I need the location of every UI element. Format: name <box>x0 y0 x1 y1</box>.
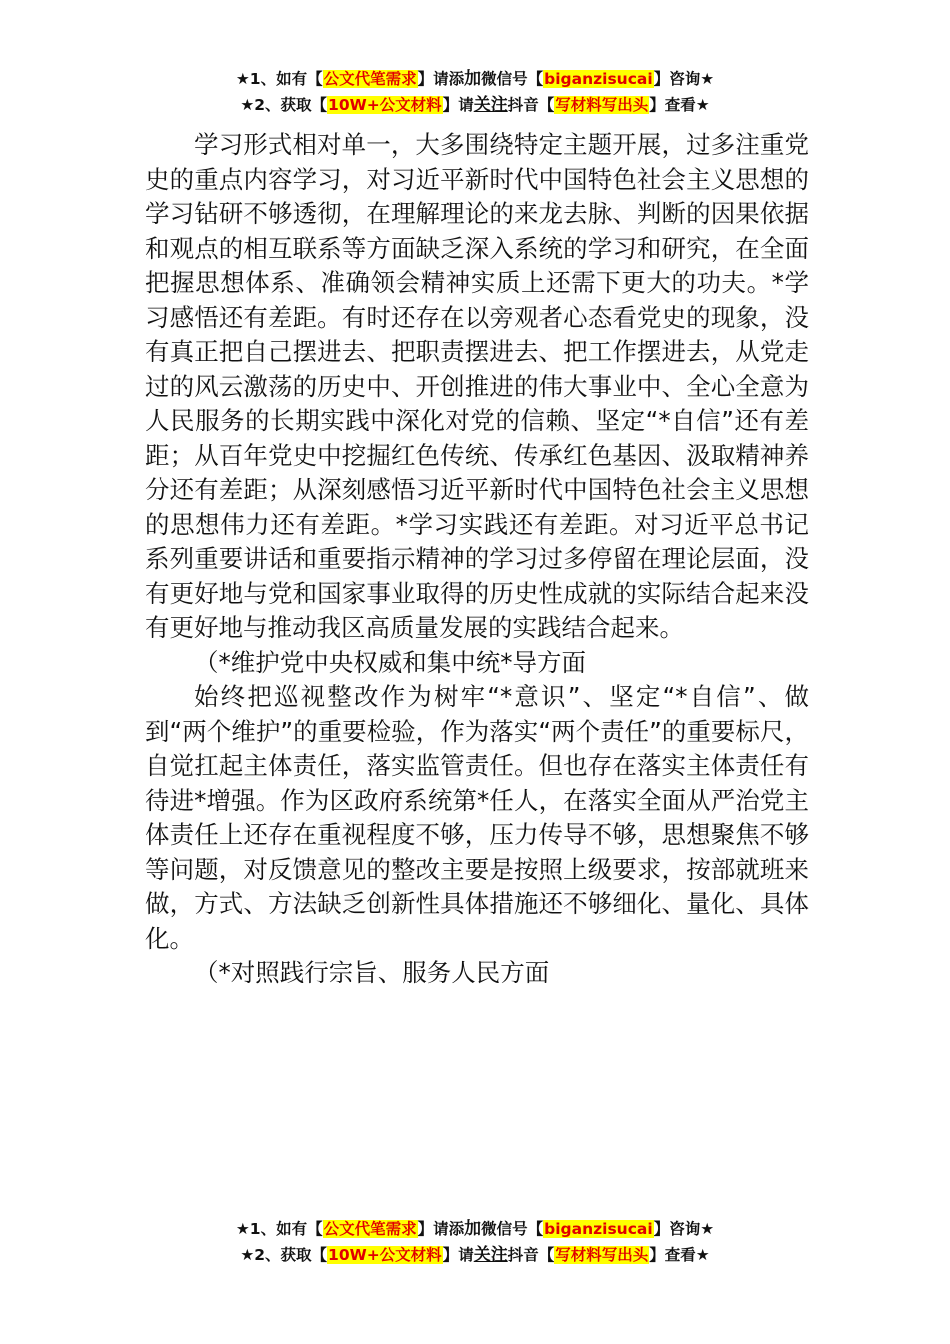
banner-text: 】咨询★ <box>653 1220 715 1238</box>
banner-text: 】请 <box>442 96 474 114</box>
banner-line-1 <box>0 1216 950 1242</box>
banner-highlight: 写材料写出头 <box>555 1246 649 1264</box>
banner-line-2 <box>0 1242 950 1268</box>
banner-text: ★1、如有【 <box>235 1220 323 1238</box>
footer-banner <box>0 1216 950 1268</box>
banner-text: 】请添 <box>417 1220 465 1238</box>
banner-text: 微信号【 <box>481 1220 544 1238</box>
section-heading: （*维护党中央权威和集中统*导方面 <box>194 647 586 677</box>
document-body <box>145 128 809 991</box>
banner-emphasis: 加 <box>464 1219 482 1239</box>
banner-text: 抖音【 <box>507 1246 555 1264</box>
banner-text: 】请添 <box>417 70 465 88</box>
banner-emphasis: 关注 <box>473 1245 508 1265</box>
banner-highlight: 10W+公文材料 <box>328 1246 442 1264</box>
banner-text: ★2、获取【 <box>240 1246 328 1264</box>
banner-highlight: 10W+公文材料 <box>328 96 442 114</box>
banner-highlight: 写材料写出头 <box>555 96 649 114</box>
banner-text: 】查看★ <box>649 96 710 114</box>
banner-highlight: 公文代笔需求 <box>323 70 417 88</box>
banner-text: 】请 <box>442 1246 474 1264</box>
banner-text: 抖音【 <box>507 96 555 114</box>
banner-text: ★2、获取【 <box>240 96 328 114</box>
paragraph: 学习形式相对单一，大多围绕特定主题开展，过多注重党史的重点内容学习，对习近平新时代中国特色社会主义思想的学习钻研不够透彻，在理解理论的来龙去脉、判断的因果依据和观点的相互联系等方面缺乏深入系统的学习和研究，在全面把握思想体系、准确领会精神实质上还需下更大的功夫。*学习感悟还有差距。有时还存在以旁观者心态看党史的现象，没有真正把自己摆进去、把职责摆进去、把工作摆进去，从党走过的风云激荡的历史中、开创推进的伟大事业中、全心全意为人民服务的长期实践中深化对党的信赖、坚定“*自信”还有差距；从百年党史中挖掘红色传统、传承红色基因、汲取精神养分还有差距；从深刻感悟习近平新时代中国特色社会主义思想的思想伟力还有差距。*学习实践还有差距。对习近平总书记系列重要讲话和重要指示精神的学习过多停留在理论层面，没有更好地与党和国家事业取得的历史性成就的实际结合起来没有更好地与推动我区高质量发展的实践结合起来。 <box>145 130 809 642</box>
header-banner <box>0 66 950 118</box>
banner-line-2 <box>0 92 950 118</box>
banner-emphasis: 加 <box>464 69 482 89</box>
paragraph: 始终把巡视整改作为树牢“*意识”、坚定“*自信”、做到“两个维护”的重要检验，作为落实“两个责任”的重要标尺，自觉扛起主体责任，落实监管责任。但也存在落实主体责任有待进*增强。作为区政府系统第*任人，在落实全面从严治党主体责任上还存在重视程度不够，压力传导不够，思想聚焦不够等问题，对反馈意见的整改主要是按照上级要求，按部就班来做，方式、方法缺乏创新性具体措施还不够细化、量化、具体化。 <box>145 682 809 953</box>
banner-highlight: biganzisucai <box>544 70 653 88</box>
banner-highlight: 公文代笔需求 <box>323 1220 417 1238</box>
banner-highlight: biganzisucai <box>544 1220 653 1238</box>
banner-text: 】查看★ <box>649 1246 710 1264</box>
banner-text: 】咨询★ <box>653 70 715 88</box>
banner-line-1 <box>0 66 950 92</box>
banner-text: ★1、如有【 <box>235 70 323 88</box>
banner-emphasis: 关注 <box>473 95 508 115</box>
banner-text: 微信号【 <box>481 70 544 88</box>
section-heading: （*对照践行宗旨、服务人民方面 <box>194 958 550 987</box>
